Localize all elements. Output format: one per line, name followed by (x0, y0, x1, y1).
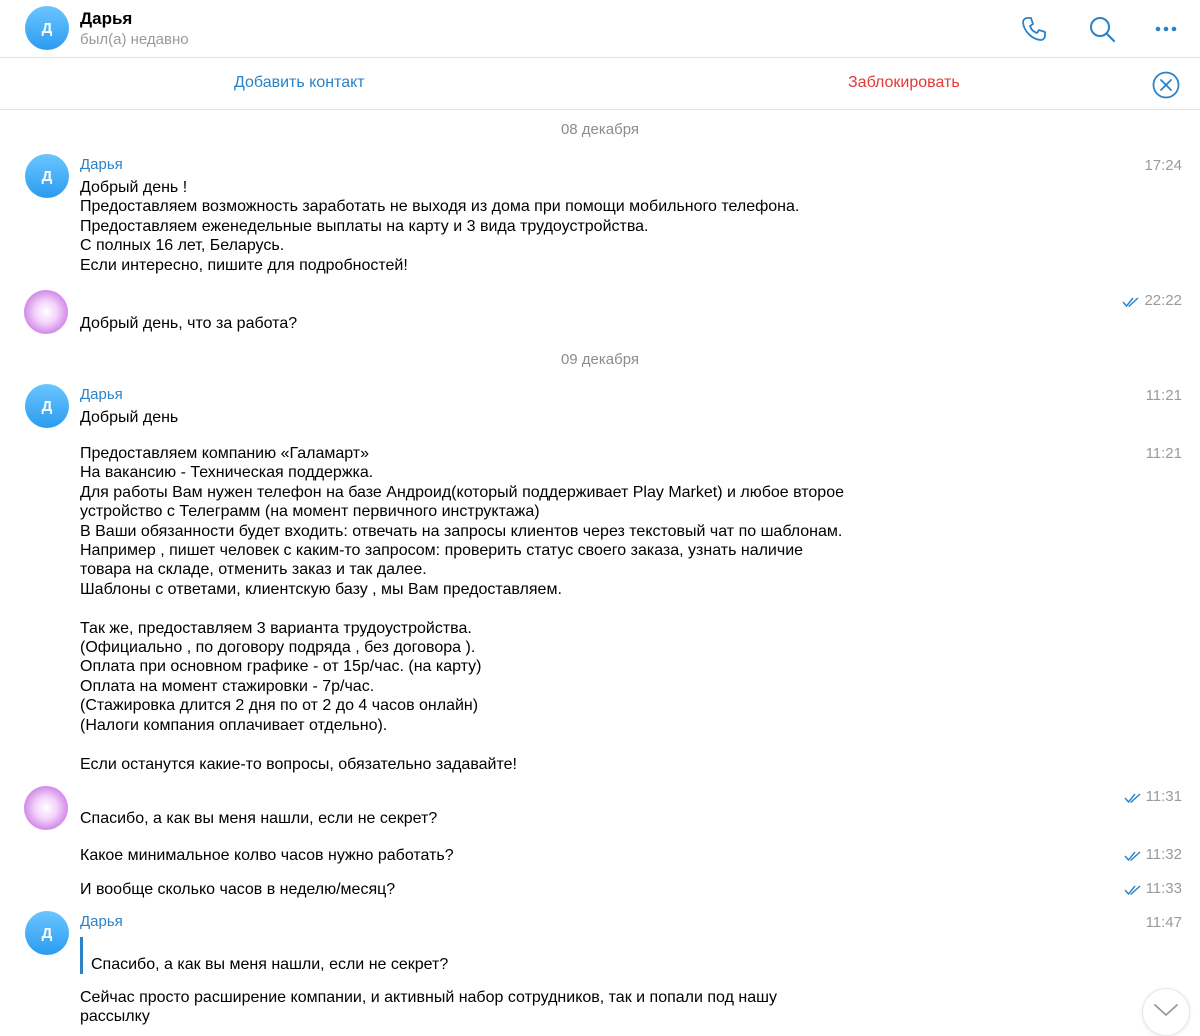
double-check-icon (1122, 295, 1140, 307)
quote-author (91, 937, 448, 955)
message-text: Спасибо, а как вы меня нашли, если не секрет? (80, 810, 438, 827)
message-time (1124, 788, 1182, 805)
own-avatar[interactable] (24, 290, 68, 334)
avatar-letter: Д (41, 19, 53, 37)
avatar-letter: Д (41, 167, 53, 185)
message-text: И вообще сколько часов в неделю/месяц? (80, 881, 396, 898)
date-separator: 09 декабря (560, 351, 640, 368)
add-contact-button[interactable]: Добавить контакт (234, 74, 365, 91)
message-time (1124, 846, 1182, 863)
close-circle-icon[interactable] (1152, 71, 1180, 99)
double-check-icon (1124, 791, 1142, 803)
sender-name[interactable]: Дарья (80, 386, 123, 403)
double-check-icon (1124, 883, 1142, 895)
scroll-down-button[interactable] (1142, 988, 1190, 1036)
sender-name[interactable]: Дарья (80, 156, 123, 173)
message-time (1124, 880, 1182, 897)
contact-name[interactable]: Дарья (80, 9, 133, 28)
double-check-icon (1124, 849, 1142, 861)
sender-avatar[interactable] (25, 384, 69, 428)
message-text: Предоставляем компанию «Галамарт» На вакансию - Техническая поддержка. Для работы Вам нужен телефон на базе Андроид(который поддерживает Play Market) и любое второе устройство с Телеграмм (на момент первичного инструктажа) В Ваши обязанности будет входить: отвечать на запросы клиентов через текстовый чат по шаблонам. Например , пишет человек с каким-то запросом: проверить статус своего заказа, узнать наличие товара на складе, отменить заказ и так далее. Шаблоны с ответами, клиентскую базу , мы Вам предоставляем. Так же, предоставляем 3 варианта трудоустройства. (Официально , по договору подряда , без договора ). Оплата при основном графике - от 15р/час. (на карту) Оплата на момент стажировки - 7р/час. (Стажировка длится 2 дня по от 2 до 4 часов онлайн) (Налоги компания оплачивает отдельно). Если останутся какие-то вопросы, обязательно задавайте! (80, 445, 844, 773)
avatar-letter: Д (41, 924, 53, 942)
more-icon[interactable] (1151, 14, 1181, 44)
own-avatar[interactable] (24, 786, 68, 830)
message-text: Добрый день, что за работа? (80, 315, 298, 332)
avatar-letter: Д (41, 397, 53, 415)
message-time (1146, 445, 1182, 462)
message-text: Сейчас просто расширение компании, и активный набор сотрудников, так и попали под нашу рассылку (80, 989, 777, 1026)
message-text: Какое минимальное колво часов нужно работать? (80, 847, 454, 864)
contact-avatar[interactable] (25, 6, 69, 50)
time-text: 17:24 (1144, 157, 1182, 174)
message-text: Добрый день (80, 409, 179, 426)
quote-text: Спасибо, а как вы меня нашли, если не секрет? (91, 956, 449, 973)
search-icon[interactable] (1087, 14, 1117, 44)
chat-header (0, 0, 1200, 58)
contact-action-bar (0, 58, 1200, 110)
chevron-down-icon (1153, 1003, 1179, 1022)
sender-avatar[interactable] (25, 154, 69, 198)
time-text: 11:32 (1145, 846, 1182, 863)
sender-name[interactable]: Дарья (80, 913, 123, 930)
message-time (1122, 292, 1182, 309)
message-time (1144, 157, 1182, 174)
message-text: Добрый день ! Предоставляем возможность заработать не выходя из дома при помощи мобильного телефона. Предоставляем еженедельные выплаты на карту и 3 вида трудоустройства. С полных 16 лет, Беларусь. Если интересно, пишите для подробностей! (80, 179, 800, 274)
phone-icon[interactable] (1019, 14, 1049, 44)
sender-avatar[interactable] (25, 911, 69, 955)
message-time (1146, 914, 1182, 931)
date-separator: 08 декабря (560, 121, 640, 138)
contact-status: был(а) недавно (80, 31, 189, 48)
time-text: 11:21 (1145, 387, 1182, 404)
message-time (1146, 387, 1182, 404)
time-text: 11:31 (1145, 788, 1182, 805)
time-text: 11:21 (1145, 445, 1182, 462)
time-text: 11:33 (1145, 880, 1182, 897)
reply-quote[interactable] (80, 937, 448, 974)
block-button[interactable]: Заблокировать (848, 74, 960, 91)
time-text: 22:22 (1144, 292, 1182, 309)
time-text: 11:47 (1145, 914, 1182, 931)
